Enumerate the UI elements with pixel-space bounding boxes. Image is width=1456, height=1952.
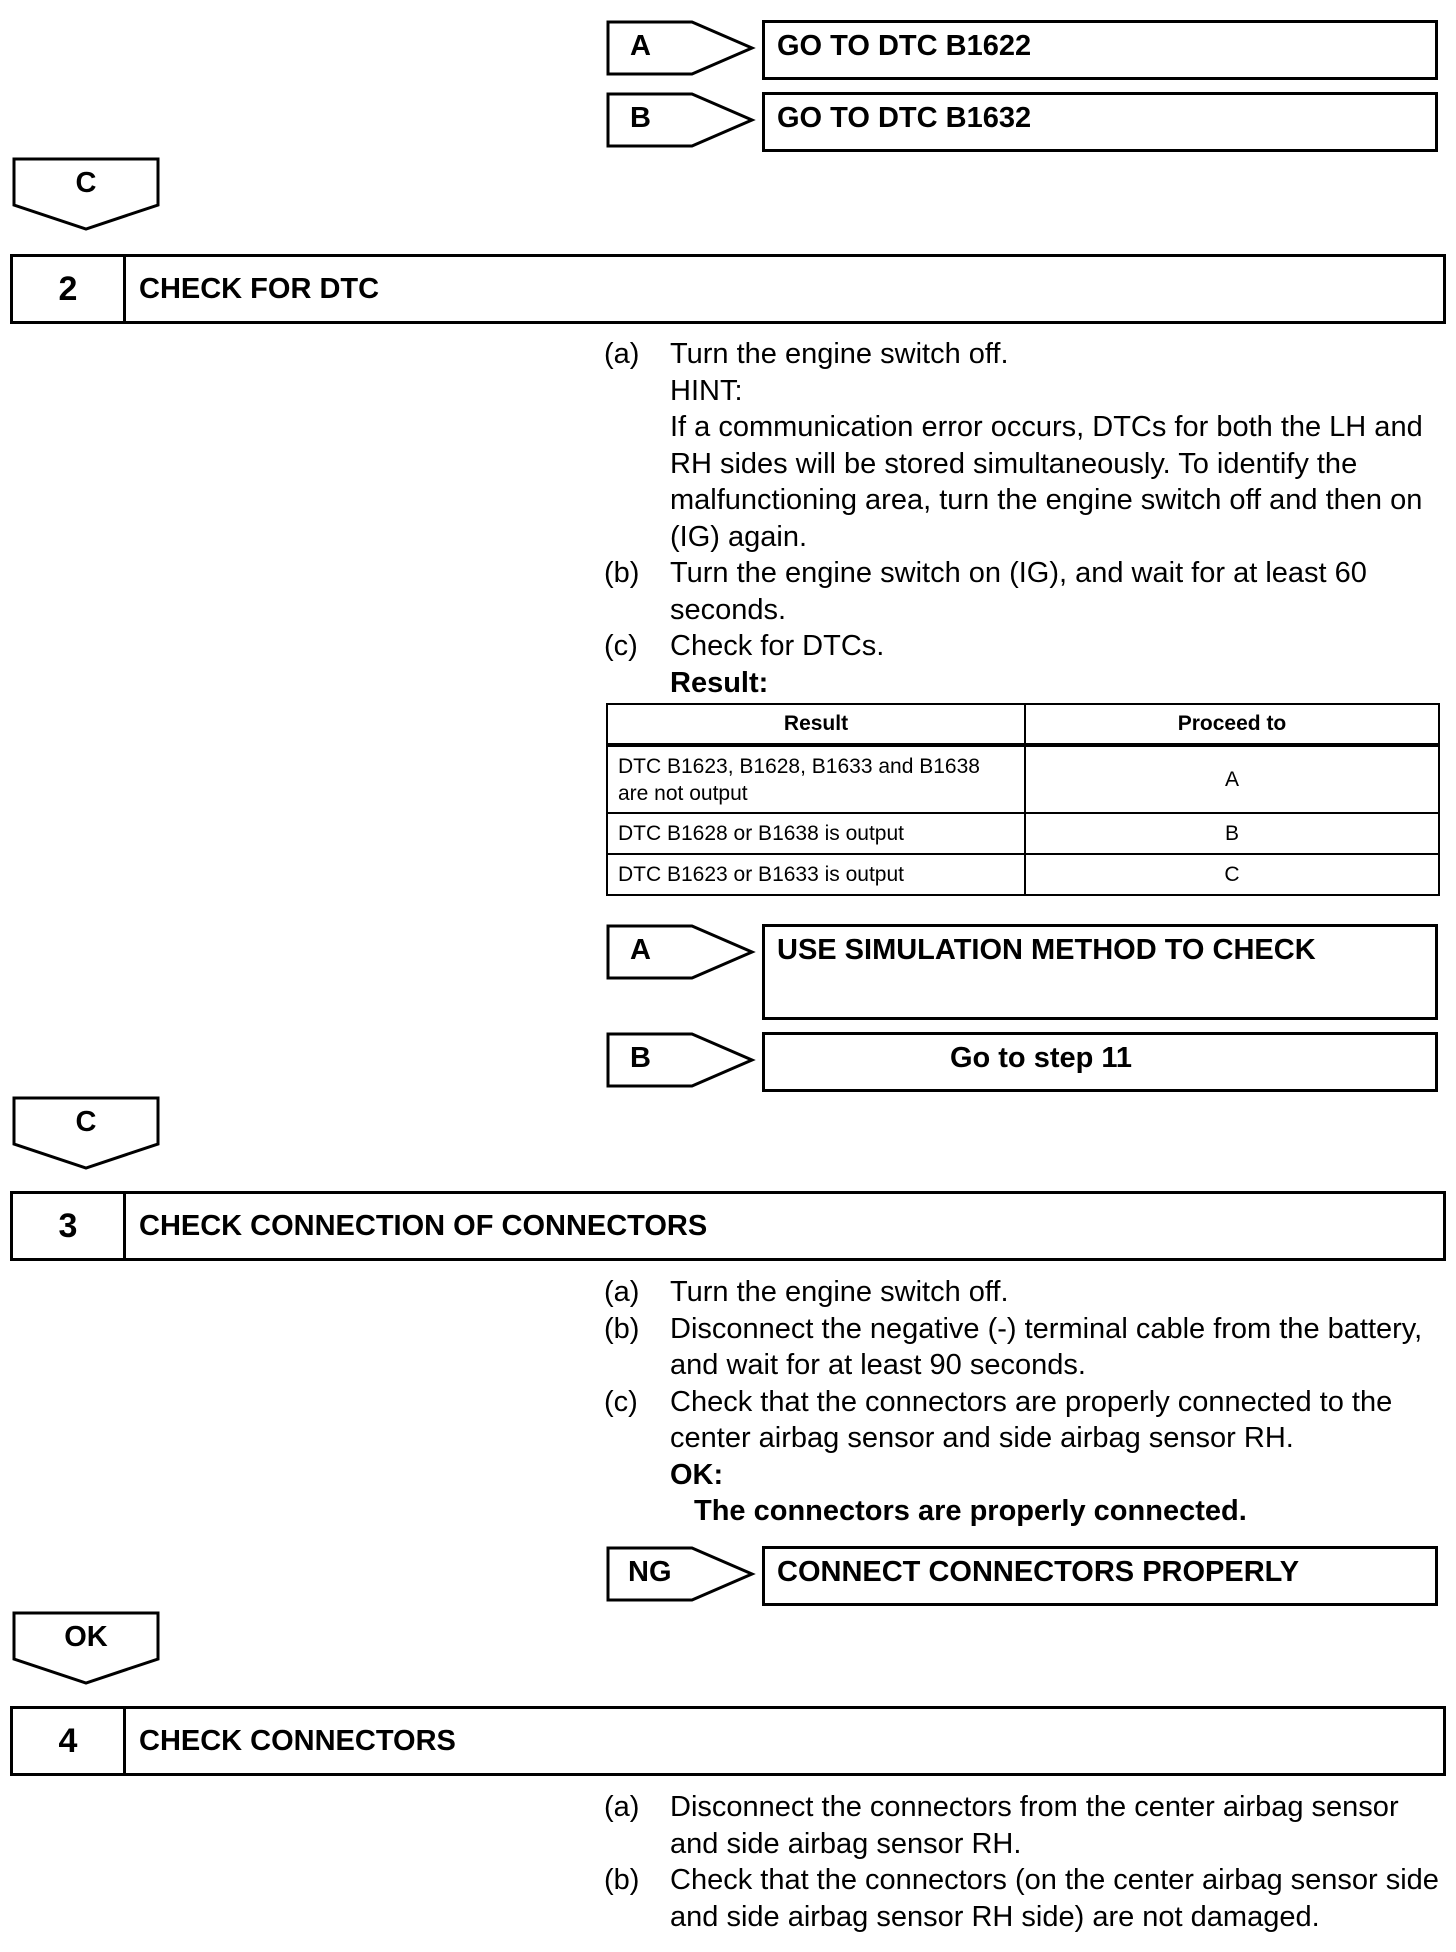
flow-arrow-ok bbox=[12, 1611, 160, 1687]
flow-arrow-c bbox=[12, 157, 160, 233]
item-text: Check that the connectors (on the center airbag sensor side and side airbag sensor RH side) are not damaged. bbox=[670, 1864, 1439, 1933]
table-cell-proceed: C bbox=[1025, 854, 1439, 895]
item-label: (a) bbox=[604, 1276, 640, 1308]
ok-text: The connectors are properly connected. bbox=[694, 1495, 1247, 1527]
item-text: Turn the engine switch on (IG), and wait for at least 60 seconds. bbox=[670, 557, 1367, 626]
result-table bbox=[606, 703, 1440, 896]
item-label: (b) bbox=[604, 557, 640, 589]
result-tag-label: A bbox=[630, 934, 651, 966]
result-tag-b bbox=[606, 1032, 756, 1088]
step-title: CHECK CONNECTION OF CONNECTORS bbox=[139, 1210, 708, 1242]
step-header-4 bbox=[10, 1706, 1446, 1776]
arrow-tag-icon bbox=[606, 1032, 756, 1088]
result-tag-label: B bbox=[630, 102, 651, 134]
result-tag-a bbox=[606, 924, 756, 980]
destination-box-go-to-dtc-b1622: GO TO DTC B1622 bbox=[762, 20, 1438, 80]
table-row bbox=[607, 813, 1439, 854]
table-header-result: Result bbox=[607, 704, 1025, 745]
item-text: Disconnect the connectors from the center airbag sensor and side airbag sensor RH. bbox=[670, 1791, 1399, 1860]
flow-arrow-label: C bbox=[75, 1106, 97, 1138]
step-header-3 bbox=[10, 1191, 1446, 1261]
result-label: Result: bbox=[670, 666, 769, 699]
step-title: CHECK FOR DTC bbox=[139, 273, 380, 305]
step-header-2 bbox=[10, 254, 1446, 324]
step2-instructions bbox=[604, 336, 1444, 701]
item-label: (b) bbox=[604, 1312, 640, 1345]
item-label: (a) bbox=[604, 1791, 640, 1823]
instruction-item bbox=[604, 1311, 1444, 1384]
hint-label: HINT: bbox=[670, 374, 743, 407]
item-text: Disconnect the negative (-) terminal cable from the battery, and wait for at least 90 seconds. bbox=[670, 1312, 1423, 1381]
step-number: 3 bbox=[13, 1194, 126, 1258]
table-cell-proceed: B bbox=[1025, 813, 1439, 854]
table-cell-proceed: A bbox=[1025, 745, 1439, 813]
item-text: Check for DTCs. bbox=[670, 630, 885, 662]
result-tag-a bbox=[606, 20, 756, 76]
instruction-item bbox=[604, 628, 1444, 701]
instruction-item bbox=[604, 1274, 1444, 1311]
table-row bbox=[607, 854, 1439, 895]
item-text: Turn the engine switch off. bbox=[670, 1276, 1009, 1308]
table-row bbox=[607, 745, 1439, 813]
result-tag-label: B bbox=[630, 1042, 651, 1074]
item-text: Check that the connectors are properly connected to the center airbag sensor and side airbag sensor RH. bbox=[670, 1385, 1393, 1454]
step3-instructions bbox=[604, 1274, 1444, 1530]
item-label: (c) bbox=[604, 1385, 638, 1418]
arrow-tag-icon bbox=[606, 20, 756, 76]
item-text: Turn the engine switch off. bbox=[670, 338, 1009, 370]
instruction-item bbox=[604, 336, 1444, 555]
table-header-proceed: Proceed to bbox=[1025, 704, 1439, 745]
table-header-row bbox=[607, 704, 1439, 745]
result-tag-label: A bbox=[630, 30, 651, 62]
destination-box-use-simulation-method: USE SIMULATION METHOD TO CHECK bbox=[762, 924, 1438, 1020]
result-tag-ng bbox=[606, 1546, 756, 1602]
flow-arrow-c bbox=[12, 1096, 160, 1172]
instruction-item bbox=[604, 1862, 1444, 1935]
hint-text: If a communication error occurs, DTCs for both the LH and RH sides will be stored simultaneously. To identify the malfunctioning area, turn the engine switch off and then on (IG) again. bbox=[670, 411, 1423, 553]
item-label: (a) bbox=[604, 338, 640, 370]
arrow-tag-icon bbox=[606, 924, 756, 980]
destination-box-connect-connectors: CONNECT CONNECTORS PROPERLY bbox=[762, 1546, 1438, 1606]
step-number: 2 bbox=[13, 257, 126, 321]
step4-instructions bbox=[604, 1789, 1444, 1935]
step-number: 4 bbox=[13, 1709, 126, 1773]
destination-box-go-to-dtc-b1632: GO TO DTC B1632 bbox=[762, 92, 1438, 152]
result-tag-label: NG bbox=[628, 1556, 672, 1588]
ok-label: OK: bbox=[670, 1458, 724, 1491]
table-cell-result: DTC B1623, B1628, B1633 and B1638 are not output bbox=[607, 745, 1025, 813]
result-tag-b bbox=[606, 92, 756, 148]
instruction-item bbox=[604, 555, 1444, 628]
instruction-item bbox=[604, 1384, 1444, 1530]
item-label: (c) bbox=[604, 630, 638, 662]
item-label: (b) bbox=[604, 1864, 640, 1896]
table-cell-result: DTC B1623 or B1633 is output bbox=[607, 854, 1025, 895]
table-cell-result: DTC B1628 or B1638 is output bbox=[607, 813, 1025, 854]
destination-box-go-to-step-11: Go to step 11 bbox=[762, 1032, 1438, 1092]
arrow-tag-icon bbox=[606, 92, 756, 148]
instruction-item bbox=[604, 1789, 1444, 1862]
step-title: CHECK CONNECTORS bbox=[139, 1725, 456, 1757]
flow-arrow-label: OK bbox=[64, 1621, 108, 1653]
flow-arrow-label: C bbox=[75, 167, 97, 199]
